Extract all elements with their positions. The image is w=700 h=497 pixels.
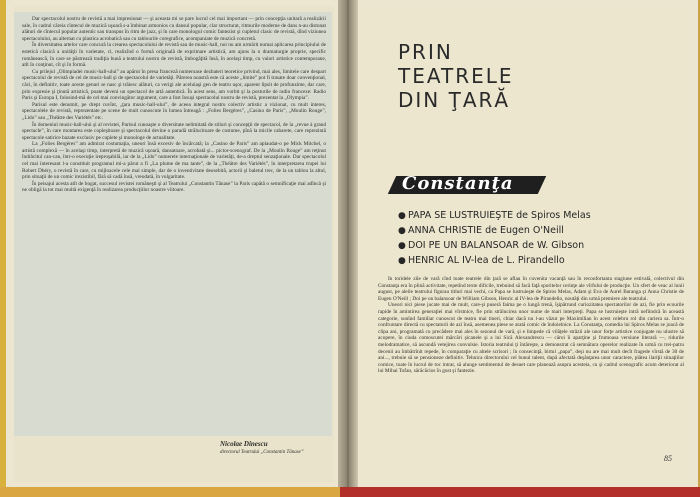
title-line: DIN ŢARĂ xyxy=(398,88,511,112)
show-title: HENRIC AL IV-lea xyxy=(408,255,489,266)
show-item xyxy=(398,223,591,238)
show-author: de W. Gibson xyxy=(522,240,585,251)
signature-role: directorul Teatrului „Constantin Tănase” xyxy=(220,450,304,455)
bullet-icon: ● xyxy=(398,211,406,221)
page-number: 85 xyxy=(664,454,672,463)
right-article-text xyxy=(378,276,684,446)
city-name: Constanţa xyxy=(402,173,514,194)
signature-name: Nicolae Dinescu xyxy=(220,440,268,448)
bullet-icon: ● xyxy=(398,241,406,251)
left-paragraph: La „Folies Bergères” am admirat costumaţia, uneori însă excesiv de încărcată; la „Casino de Paris” am aplaudat-o pe Mick Mitchel, o artistă complexă — în acelaşi timp, interpretă de muzică uşoară, dansatoare, acrobată şi... pictor-scenograf. De la „Moulin Rouge” am reţinut îndrăcitul can-can, într-o execuţie ireproşabilă, iar de la „Lido” numerele internaţionale de varietăţi, de-a dreptul senzaţionale. Dar spectacolul cel mai interesant l-a constituit programul mi-a părut a fi „La plume de ma tante”, de la „Théâtre des Variétés”, în interpretarea trupei lui Robert Dhéry, o revistă în care, cu mijloacele cele mai simple, dar de o inventivitate deosebită, actorii şi baletul trec, de la un tablou la altul, prin situaţii de un comic irezistibil, fără să cadă însă, vreodată, în vulgaritate. xyxy=(22,141,326,181)
left-paragraph: Parisul este denumit, pe drept cuvînt, „ţara music-hall-ului”, de aceea integral nostru colectiv artistic a vizionat, cu mult interes, spectacolele de revistă, reprezentate pe scene de mult cunoscute în lumea întreagă : „Folies Bergères”, „Casino de Paris”, „Moulin Rouge”, „Lido” sau „Théâtre des Variétés” etc. xyxy=(22,101,326,121)
show-title: PAPA SE LUSTRUIEŞTE xyxy=(408,210,514,221)
show-title: DOI PE UN BALANSOAR xyxy=(408,240,520,251)
right-paragraph: În toridele zile de vară cînd toate teatrele din ţară se aflau în cuvenita vacanţă sau în reconfortanta stagiune estivală, colectivul din Constanţa era în plină activitate, repetînd texte dificile, trebuind să facă faţă sporitelor cerinţe ale vîrfului de producţie. Un sfert de veac al lunii august, pe aleile teatrului figurau titluri mai vechi, ca Papa se lustruieşte de Spiros Melas, Adam şi Eva de Aurel Baranga şi Anna Christie de Eugen O'Neill ; Doi pe un balansoar de William Gibson, Henric al IV-lea de Pirandello, noutăţi din urmă premiere ale teatrului. xyxy=(378,276,684,302)
signature xyxy=(220,440,330,455)
left-paragraph: Dar spectacolul nostru de revistă a mai impresionat — şi aceasta mi se pare lucrul cel mai important — prin concepţia unitară a realizării sale, în cadrul căreia cîntecul de muzică uşoară s-a îmbinat armonios cu dansul popular, clar structurat, ritmurile moderne de dans n-au distonat alături de cîntecul popular autentic sau transpus în ritm de jazz, şi în care monologul comic fantezist şi cupletul clasic de revistă, dînd viziunea spectacolului, au alternat cu plastica acrobatică sau cu tablourile coregrafice, acompaniate de muzică concretă. xyxy=(22,16,326,42)
city-banner xyxy=(392,172,552,198)
book-gutter xyxy=(338,0,358,490)
left-paragraph: Cu prilejul „Olimpiadei music-hall-ului” au apărut în presa franceză numeroase dezbateri teoretice privind, mai ales, limitele care despart spectacolul de revistă de cel de music-hall şi de spectacolul de varietăţi. Părerea noastră este că aceste „limite” pot fi trasate doar convenţional, căci, în definitiv, toate aceste genuri se nasc şi trăiesc alături, ca verigi ale aceluiaşi gen de teatru uşor, aparent lipsit de profunzime, dar care, prin expresie şi ţinută artistică, poate deveni un spectacol de artă autentică. În acest sens, am vorbit şi la posturile de radio franceze: Radio Paris şi Europa I, folosind-mă de cel mai convingător argument, care a fost însuşi spectacolul nostru de revistă, prezentat la „Olympia”. xyxy=(22,68,326,102)
bullet-icon: ● xyxy=(398,226,406,236)
shows-list xyxy=(398,208,591,268)
show-author: de Eugen O'Neill xyxy=(485,225,564,236)
bullet-icon: ● xyxy=(398,256,406,266)
left-paragraph: În peisajul acesta atît de bogat, succesul revistei româneşti şi al Teatrului „Constantin Tănase” la Paris capătă o semnificaţie mai adîncă şi ne obligă la tot mai multă exigenţă în realizarea producţiilor noastre viitoare. xyxy=(22,180,326,194)
title-line: TEATRELE xyxy=(398,64,514,88)
show-item xyxy=(398,238,591,253)
cover-edge xyxy=(0,0,6,497)
show-author: de L. Pirandello xyxy=(491,255,565,266)
show-item xyxy=(398,208,591,223)
title-line: PRIN xyxy=(398,40,453,64)
show-author: de Spiros Melas xyxy=(516,210,591,221)
red-edge xyxy=(340,487,700,497)
section-title xyxy=(398,40,514,112)
left-article-text xyxy=(22,16,326,434)
show-item xyxy=(398,253,591,268)
show-title: ANNA CHRISTIE xyxy=(408,225,483,236)
right-paragraph: Uneori nici piese jucate mai de mult, care-şi puseră faima pe o lungă trenă, îşipătrund curiozitatea spectatorilor de azi, fie prin ecourile rapide în amintirea generaţiei mai vîrstnice, fie prin strălucirea unor nume de mari interpreţi. Papa se lustruieşte intră nefiindcă în această categorie, sunînd familiar cunoscut de teatru mai tineri, chiar dacă nu l-au văzut pe Maximilian în acest celebru rol din cariera sa. Într-o confruntare directă cu spectatorii de azi însă, asemenea piese se arată comic de îndoielnice. La Constanţa, comedia lui Spiros Melas se joacă de clipa ani, programată cu precădere mai ales în sezonul de vară, şi e limpede că vilăţele străzii ale unor forţe artistice conjugate nu ulustre să acopere, în ciuda comoscutei mărcări şicanele şi a lui Sică Alexandrescu — cărui îi aparţine şi frumoasa versiune literară —, ridurile melodramatice, să ascundă vetejirea convulsie. Istoria teatrului ţi întăreşte, a demonstrat că semnătura operelor realizate în urmă cu trei-patru decenii au îmbătrînit repede, în comparaţie cu altele scrisori ; în consecinţă, birtul „papa”, deşi nu are mai mult decît fragede vîrstă de 30 de ani..., trebuie să se pensioneze definitiv. Tehnica directorului cel bunul talent, după afectată deşănţarea unor caractere, plătea ilariţii situaţiilor comice, toate în lucrul de toc intrat, să alunge sentimentul de desuet care planează asupra acesteia, cu şi cadrul scenografic acum deteriorat al lui Mihai Tofan, sărăcăcios în gust şi fantezie. xyxy=(378,302,684,375)
left-paragraph: În diversitatea artelor care concură la crearea spectacolului de revistă sau de music-hall, noi nu am urmărit numai aplicarea principiului de estetică clasică a unităţii în varietate, ci, realizînd o formă originală de exprimare artistică, am ajuns la o dramaturgie proprie, specific românească, în care se păstrează tradiţia bună a teatrului nostru de revistă, îmbogăţită însă, în acelaşi timp, cu valori artistice contemporane, atît în conţinut, cît şi în formă. xyxy=(22,42,326,69)
left-paragraph: În domeniul music-hall-ului şi al revistei, Parisul cunoaşte o diversitate nelimitată de stiluri şi concepţii de spectacol, de la „revue à grand spectacle”, în care montarea este copleşitoare şi spectacolul devine o paradă strălucitoare de costume, pînă la micile cabarete, care reprezintă spectacole satirice bazate exclusiv pe cuplete şi monologe de actualitate. xyxy=(22,121,326,141)
